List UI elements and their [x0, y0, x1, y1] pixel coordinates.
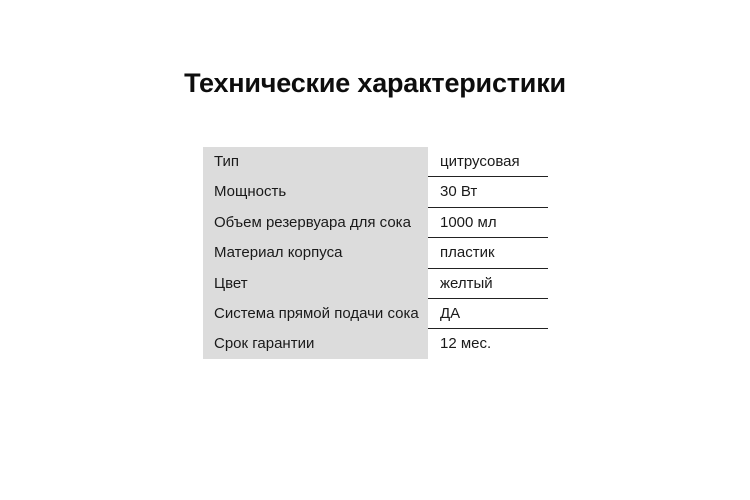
spec-label: Срок гарантии [203, 329, 428, 359]
table-row [203, 238, 548, 268]
spec-label: Мощность [203, 177, 428, 207]
spec-label: Тип [203, 147, 428, 177]
spec-label: Цвет [203, 268, 428, 298]
spec-label: Объем резервуара для сока [203, 207, 428, 237]
spec-value: цитрусовая [428, 147, 548, 177]
spec-value: желтый [428, 268, 548, 298]
table-row [203, 147, 548, 177]
table-row [203, 177, 548, 207]
page-title: Технические характеристики [184, 68, 566, 98]
spec-value: ДА [428, 299, 548, 329]
spec-label: Система прямой подачи сока [203, 299, 428, 329]
table-row [203, 329, 548, 359]
spec-value: 1000 мл [428, 207, 548, 237]
spec-label: Материал корпуса [203, 238, 428, 268]
table-row [203, 268, 548, 298]
spec-table [203, 147, 548, 359]
table-row [203, 207, 548, 237]
spec-value: 30 Вт [428, 177, 548, 207]
table-row [203, 299, 548, 329]
spec-value: пластик [428, 238, 548, 268]
spec-value: 12 мес. [440, 335, 492, 353]
